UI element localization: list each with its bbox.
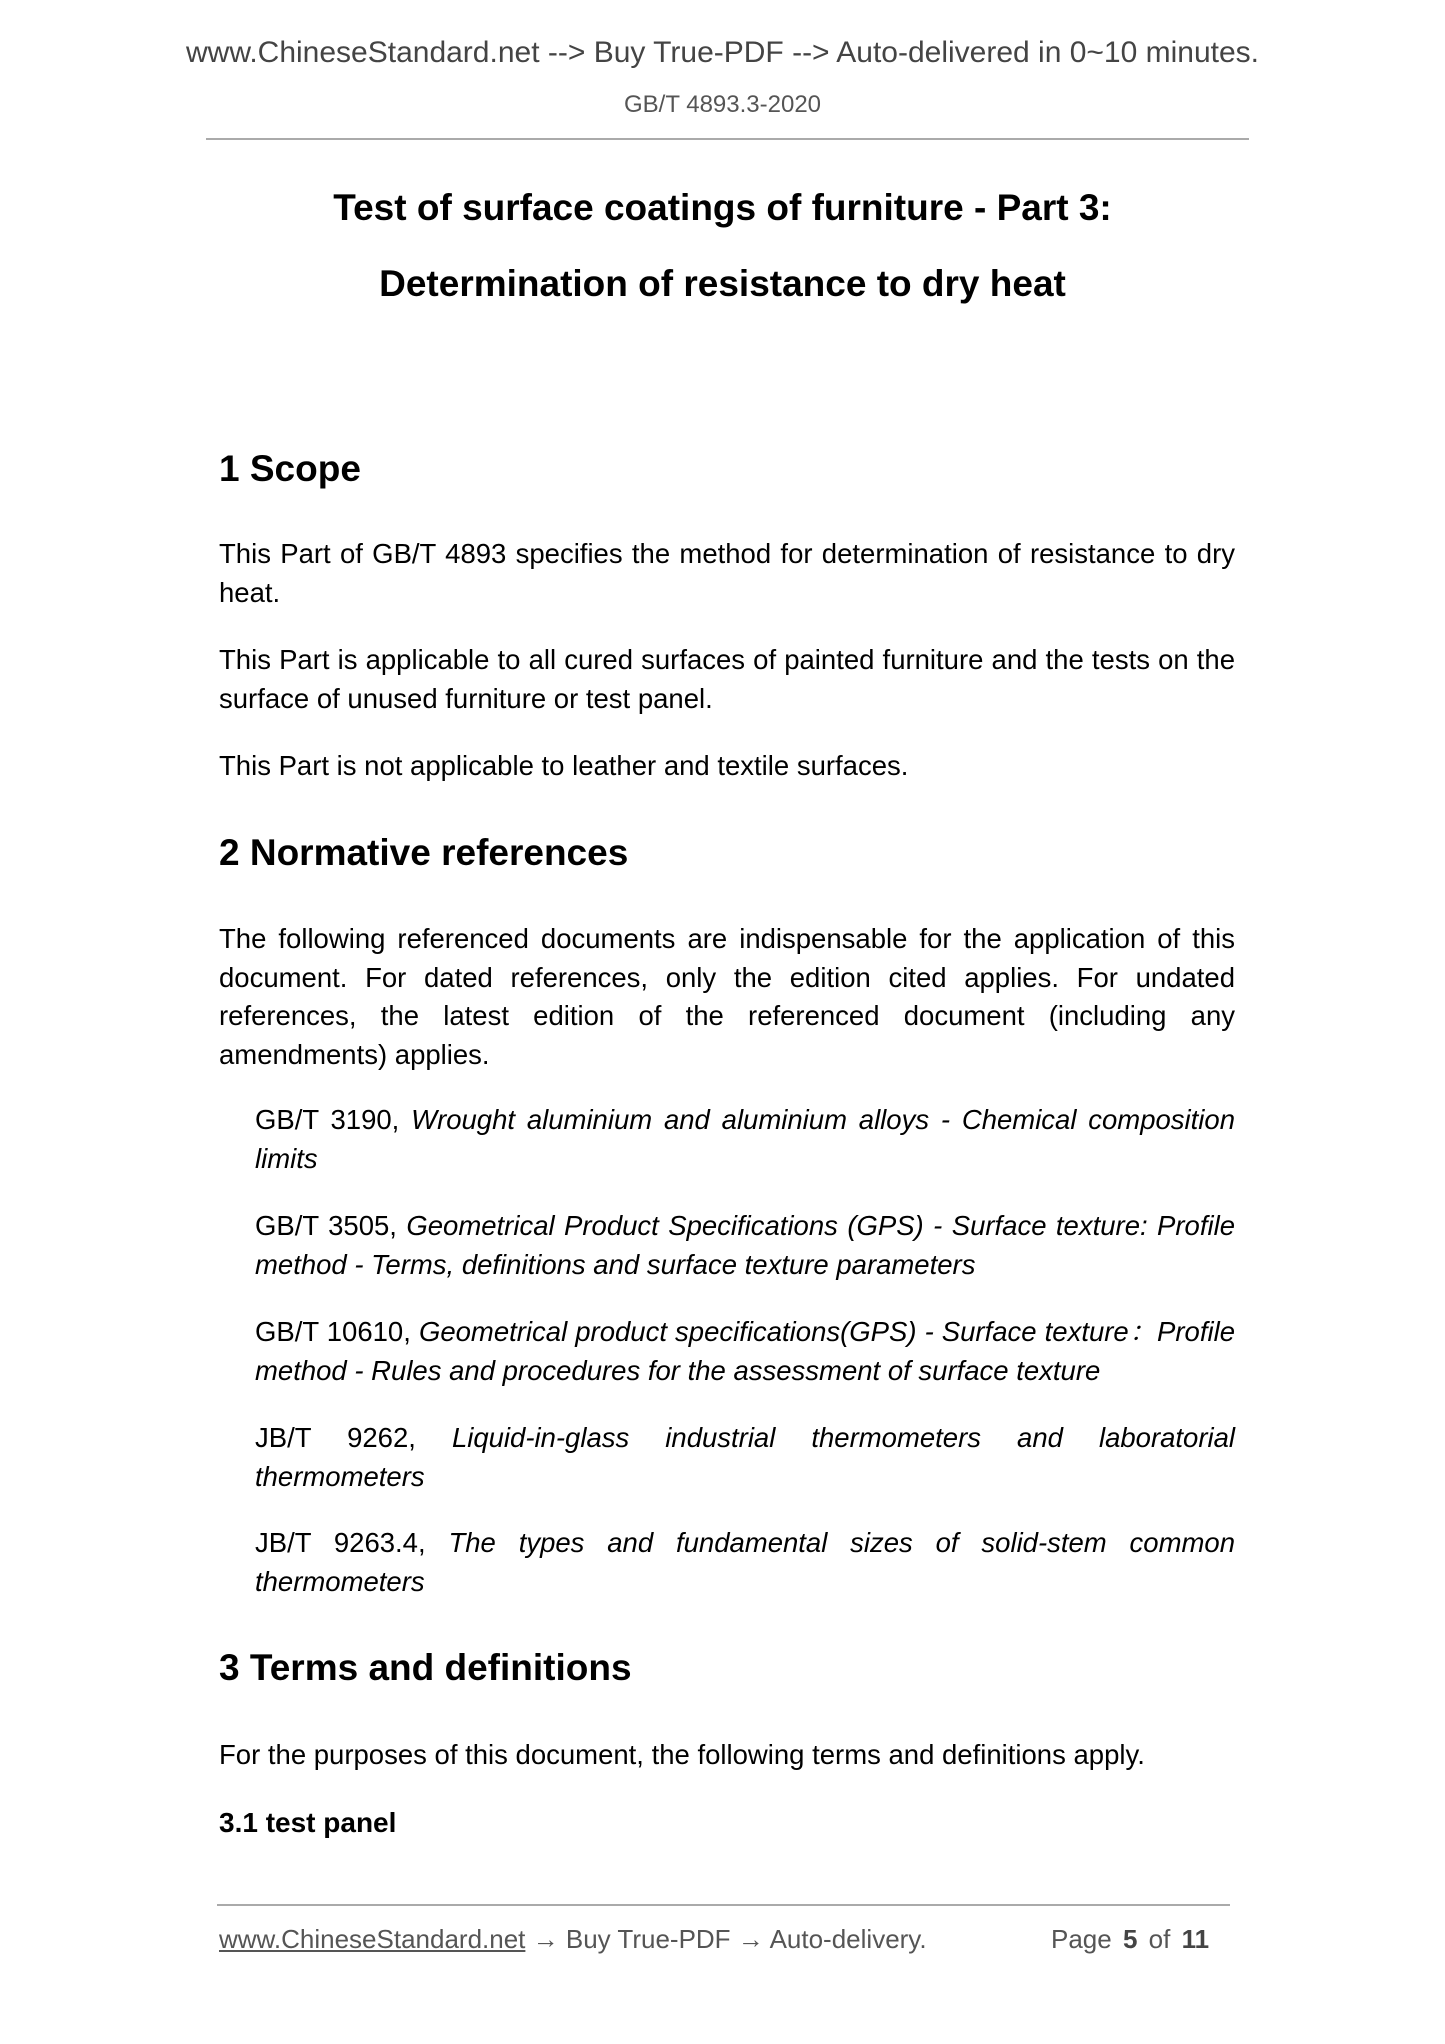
ref-code: GB/T 3190, xyxy=(255,1104,400,1135)
title-line-1: Test of surface coatings of furniture - Part 3: xyxy=(333,187,1112,228)
ref-code: GB/T 10610, xyxy=(255,1316,411,1347)
term-heading: 3.1 test panel xyxy=(219,1807,397,1838)
ref-title: Wrought aluminium and aluminium alloys - Chemical composition limits xyxy=(255,1104,1236,1174)
ref-code: JB/T 9263.4, xyxy=(255,1527,426,1558)
reference-item xyxy=(255,1101,1235,1178)
ref-title: Geometrical product specifications(GPS) - Surface texture：Profile method - Rules and procedures for the assessment of surface texture xyxy=(255,1316,1236,1386)
section-heading-normative: 2 Normative references xyxy=(219,832,629,873)
reference-item xyxy=(255,1524,1235,1601)
footer-text: → Buy True-PDF → Auto-delivery. xyxy=(525,1924,927,1954)
page-total: 11 xyxy=(1181,1924,1210,1954)
scope-paragraph: This Part of GB/T 4893 specifies the method for determination of resistance to dry heat. xyxy=(219,538,1235,608)
ref-code: GB/T 3505, xyxy=(255,1210,397,1241)
ref-title: Geometrical Product Specifications (GPS) - Surface texture: Profile method - Terms, definitions and surface texture parameters xyxy=(255,1210,1236,1280)
terms-intro: For the purposes of this document, the following terms and definitions apply. xyxy=(219,1739,1145,1770)
footer-link[interactable]: www.ChineseStandard.net xyxy=(219,1924,526,1954)
reference-item xyxy=(255,1419,1235,1496)
doc-code: GB/T 4893.3-2020 xyxy=(623,91,822,118)
footer-left xyxy=(219,1922,927,1956)
normative-intro: The following referenced documents are indispensable for the application of this document. For dated references, only the edition cited applies. For undated references, the latest edition of the referenced document (including any amendments) applies. xyxy=(219,923,1235,1070)
scope-paragraph: This Part is applicable to all cured surfaces of painted furniture and the tests on the surface of unused furniture or test panel. xyxy=(219,644,1235,714)
page-indicator xyxy=(1051,1922,1209,1956)
of-label: of xyxy=(1148,1924,1171,1954)
footer-divider xyxy=(217,1904,1230,1906)
page-number: 5 xyxy=(1122,1924,1138,1954)
page-label: Page xyxy=(1051,1924,1112,1954)
header-banner: www.ChineseStandard.net --> Buy True-PDF --> Auto-delivered in 0~10 minutes. xyxy=(185,36,1260,69)
scope-paragraph: This Part is not applicable to leather and textile surfaces. xyxy=(219,750,909,781)
ref-title: The types and fundamental sizes of solid-stem common thermometers xyxy=(255,1527,1235,1597)
title-line-2: Determination of resistance to dry heat xyxy=(379,263,1066,304)
ref-code: JB/T 9262, xyxy=(255,1422,416,1453)
reference-item xyxy=(255,1207,1235,1284)
header-divider xyxy=(206,138,1249,140)
ref-title: Liquid-in-glass industrial thermometers and laboratorial thermometers xyxy=(255,1422,1236,1492)
reference-item xyxy=(255,1313,1235,1390)
section-heading-terms: 3 Terms and definitions xyxy=(219,1647,632,1688)
page-title xyxy=(0,170,1445,322)
section-heading-scope: 1 Scope xyxy=(219,448,361,489)
